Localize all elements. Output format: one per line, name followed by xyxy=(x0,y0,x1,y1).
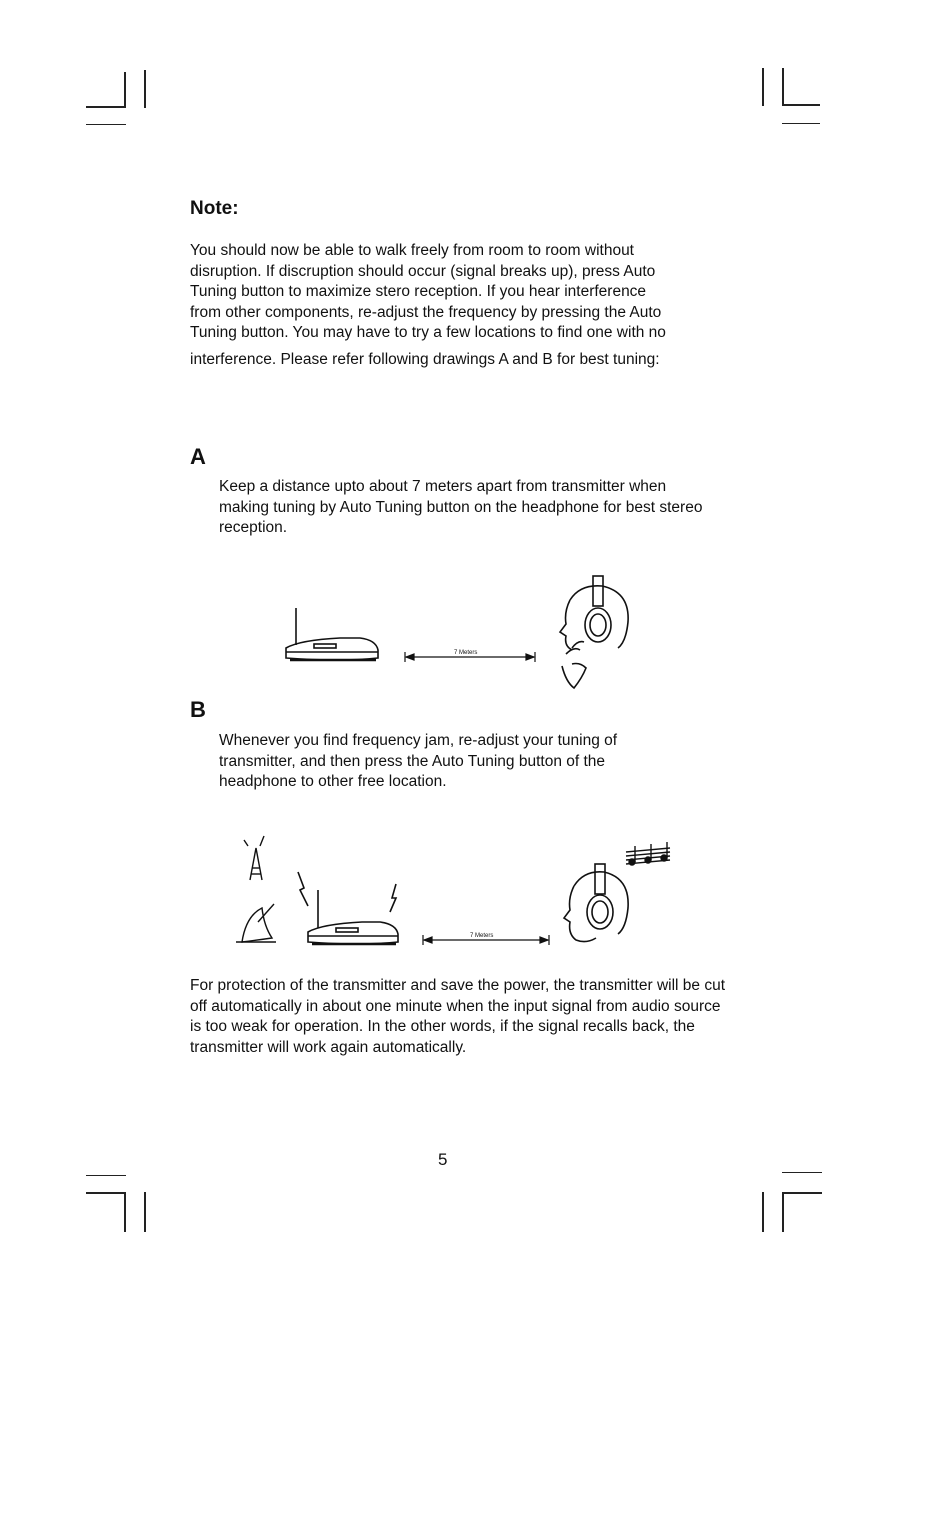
crop-mark-top-right xyxy=(782,104,820,106)
crop-mark-top-left xyxy=(144,70,146,108)
distance-label: 7 Meters xyxy=(454,650,478,656)
note-heading: Note: xyxy=(190,198,239,219)
section-a-label: A xyxy=(190,444,206,469)
person-with-headphone-icon xyxy=(560,576,628,688)
crop-mark-bottom-right xyxy=(782,1192,784,1232)
crop-mark-top-right xyxy=(762,68,764,106)
crop-mark-top-left xyxy=(124,72,126,108)
satellite-dish-icon xyxy=(236,904,276,942)
drawing-b xyxy=(230,830,690,960)
music-notes-icon xyxy=(626,842,670,865)
drawing-a xyxy=(280,570,650,700)
crop-mark-bottom-left xyxy=(86,1192,126,1194)
lightning-icon xyxy=(298,872,396,912)
crop-mark-bottom-right xyxy=(762,1192,764,1232)
section-b-label: B xyxy=(190,697,206,722)
note-paragraph xyxy=(190,241,730,370)
section-a-text: Keep a distance upto about 7 meters apart from transmitter when making tuning by Auto Tuning button on the headphone for best stereo reception. xyxy=(219,478,703,536)
transmitter-icon xyxy=(308,890,398,944)
crop-mark-top-right xyxy=(782,123,820,124)
note-line: You should now be able to walk freely from room to room without xyxy=(190,242,634,259)
note-line: from other components, re-adjust the frequency by pressing the Auto xyxy=(190,303,662,321)
crop-mark-bottom-left xyxy=(124,1192,126,1232)
note-line: interference. Please refer following drawings A and B for best tuning: xyxy=(190,350,660,368)
crop-mark-bottom-right xyxy=(782,1172,822,1173)
crop-mark-top-left xyxy=(86,124,126,125)
distance-label: 7 Meters xyxy=(470,933,494,939)
person-with-headphone-icon xyxy=(564,864,628,942)
page-number: 5 xyxy=(438,1150,448,1169)
section-b-text: Whenever you find frequency jam, re-adjust your tuning of transmitter, and then press the Auto Tuning button of the headphone to other free location. xyxy=(219,732,618,790)
crop-mark-top-left xyxy=(86,106,124,108)
note-line: Tuning button. You may have to try a few locations to find one with no xyxy=(190,324,666,341)
closing-paragraph: For protection of the transmitter and save the power, the transmitter will be cut off automatically in about one minute when the input signal from audio source is too weak for operation. In the other words, if the signal recalls back, the transmitter will work again automatically. xyxy=(190,977,725,1056)
note-line: Tuning button to maximize stero reception. If you hear interference xyxy=(190,283,647,300)
crop-mark-top-right xyxy=(782,68,784,106)
crop-mark-bottom-left xyxy=(86,1175,126,1176)
transmitter-icon xyxy=(286,608,378,660)
crop-mark-bottom-left xyxy=(144,1192,146,1232)
radio-tower-icon xyxy=(244,836,264,880)
note-line: disruption. If discruption should occur (signal breaks up), press Auto xyxy=(190,262,656,280)
crop-mark-bottom-right xyxy=(782,1192,822,1194)
